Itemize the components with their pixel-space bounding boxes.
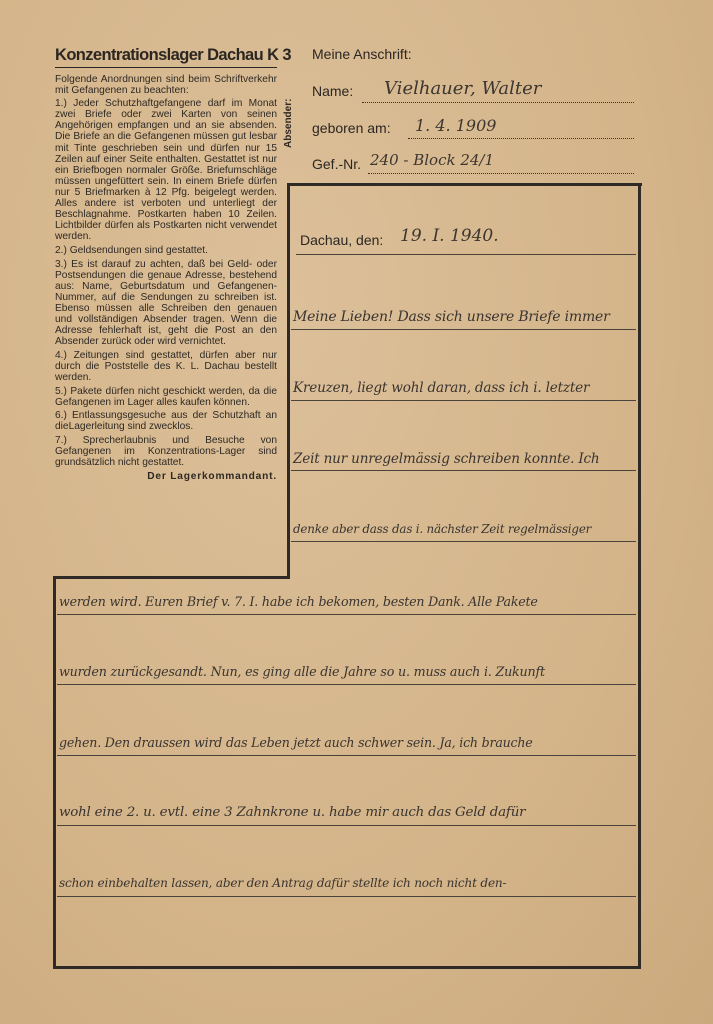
address-heading: Meine Anschrift: <box>312 46 412 62</box>
number-value: 240 - Block 24/1 <box>370 151 495 169</box>
writing-rule-2 <box>291 400 636 401</box>
name-label: Name: <box>312 83 354 99</box>
frame-right <box>638 183 641 969</box>
letter-line-8: wohl eine 2. u. evtl. eine 3 Zahnkrone u. habe mir auch das Geld dafür <box>59 805 526 820</box>
regulation-item-7: 7.) Sprecherlaubnis und Besuche von Gefangenen im Konzentrations-Lager sind grundsätzlich nicht gestattet. <box>55 434 277 469</box>
letter-line-6: wurden zurückgesandt. Nun, es ging alle die Jahre so u. muss auch i. Zukunft <box>59 664 545 679</box>
letter-line-1: Meine Lieben! Dass sich unsere Briefe immer <box>293 309 610 325</box>
writing-rule-5 <box>57 614 636 615</box>
regulation-item-3: 3.) Es ist darauf zu achten, daß bei Geld- oder Postsendungen die genaue Adresse, bestehend aus: Name, Geburtsdatum und Gefangenen-Nummer, auf die Sendungen zu schreiben ist. Ebenso müssen alle Schreiben den genauen und vollständigen Absender tragen. Wenn die Adresse fehlerhaft ist, geht die Post an den Absender zurück oder wird vernichtet. <box>55 258 277 348</box>
writing-rule-1 <box>291 329 636 330</box>
regulation-item-2: 2.) Geldsendungen sind gestattet. <box>55 244 208 256</box>
date-value: 19. I. 1940. <box>400 226 499 246</box>
letter-line-5: werden wird. Euren Brief v. 7. I. habe ich bekomen, besten Dank. Alle Pakete <box>59 594 538 609</box>
name-dotted-line <box>362 102 634 103</box>
frame-step <box>53 576 290 579</box>
writing-rule-4 <box>291 541 636 542</box>
letter-line-2: Kreuzen, liegt wohl daran, dass ich i. letzter <box>293 380 590 396</box>
birth-dotted-line <box>408 138 634 139</box>
letter-line-9: schon einbehalten lassen, aber den Antrag dafür stellte ich noch nicht den- <box>59 876 507 890</box>
writing-rule-7 <box>57 755 636 756</box>
frame-top <box>287 183 642 186</box>
frame-inner-left <box>287 183 290 578</box>
birth-label: geboren am: <box>312 120 391 136</box>
name-value: Vielhauer, Walter <box>384 78 542 99</box>
regulation-item-5: 5.) Pakete dürfen nicht geschickt werden, da die Gefangenen im Lager alles kaufen können. <box>55 385 277 408</box>
regulations-text <box>55 74 277 485</box>
frame-outer-left <box>53 576 56 969</box>
writing-rule-3 <box>291 470 636 471</box>
writing-rule-8 <box>57 825 636 826</box>
regulation-item-1: 1.) Jeder Schutzhaftgefangene darf im Monat zwei Briefe oder zwei Karten von seinen Angehörigen empfangen und an sie absenden. Die Briefe an die Gefangenen müssen gut lesbar mit Tinte geschrieben sein und dürfen nur 15 Zeilen auf einer Seite enthalten. Gestattet ist nur ein Briefbogen normaler Größe. Briefumschläge müssen ungefüttert sein. In einem Briefe dürfen nur 5 Briefmarken à 12 Pfg. beigelegt werden. Alles andere ist verboten und unterliegt der Beschlagnahme. Postkarten haben 10 Zeilen. Lichtbilder dürfen als Postkarten nicht verwendet werden. <box>55 98 277 243</box>
letter-line-3: Zeit nur unregelmässig schreiben konnte. Ich <box>293 451 600 467</box>
regulations-signature: Der Lagerkommandant. <box>147 471 277 483</box>
regulation-item-6: 6.) Entlassungsgesuche aus der Schutzhaft an dieLagerleitung sind zwecklos. <box>55 410 277 433</box>
letter-line-7: gehen. Den draussen wird das Leben jetzt auch schwer sein. Ja, ich brauche <box>59 735 533 750</box>
number-label: Gef.-Nr. <box>312 156 362 172</box>
frame-bottom <box>53 966 641 969</box>
birth-value: 1. 4. 1909 <box>415 116 497 135</box>
regulation-item-4: 4.) Zeitungen sind gestattet, dürfen aber nur durch die Poststelle des K. L. Dachau bestellt werden. <box>55 349 277 383</box>
writing-rule-6 <box>57 684 636 685</box>
date-rule <box>296 254 636 255</box>
absender-label: Absender: <box>283 98 294 148</box>
place-label: Dachau, den: <box>300 232 384 248</box>
letter-line-4: denke aber dass das i. nächster Zeit regelmässiger <box>293 522 592 536</box>
number-dotted-line <box>368 173 634 174</box>
writing-rule-9 <box>57 896 636 897</box>
regulations-intro: Folgende Anordnungen sind beim Schriftverkehr mit Gefangenen zu beachten: <box>55 74 277 97</box>
regulations-title: Konzentrationslager Dachau K 3 <box>55 46 277 68</box>
